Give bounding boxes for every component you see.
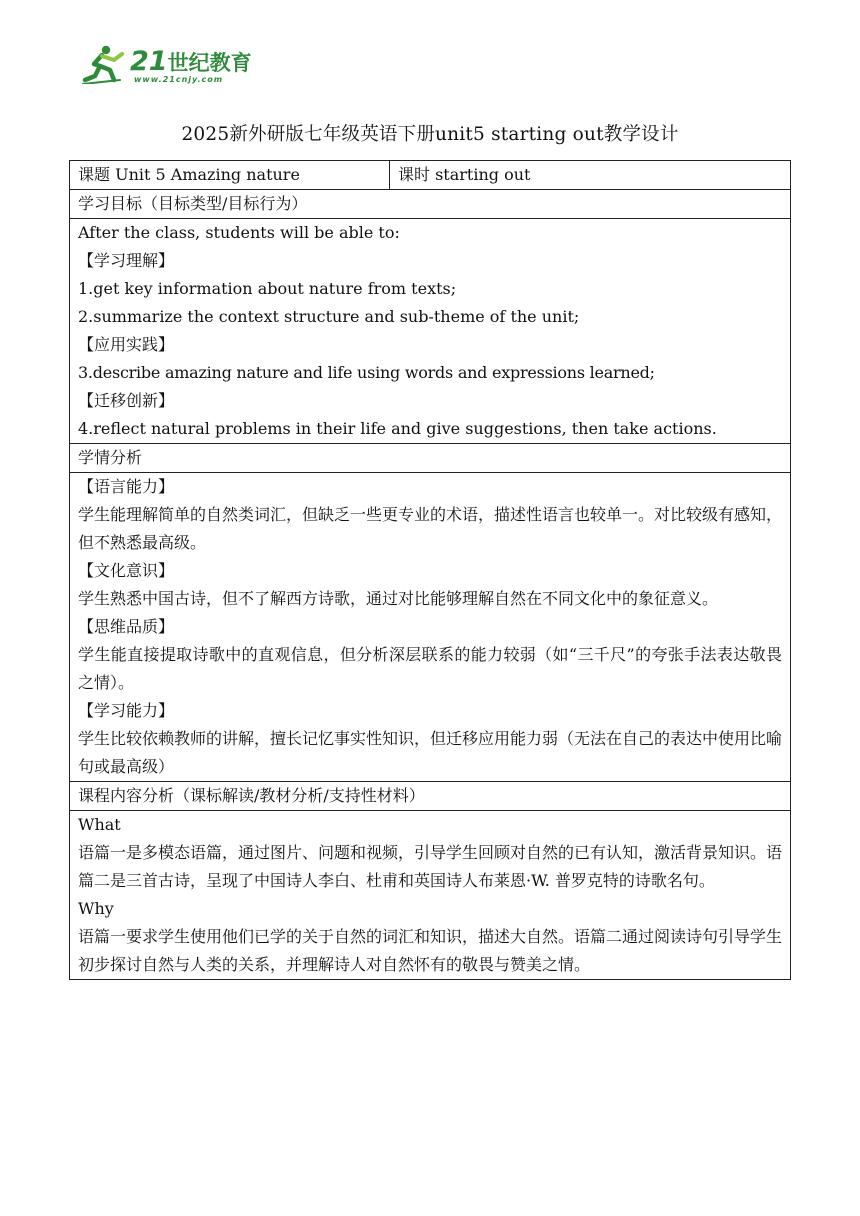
why-text: 语篇一要求学生使用他们已学的关于自然的词汇和知识，描述大自然。语篇二通过阅读诗句引导学生初步探讨自然与人类的关系，并理解诗人对自然怀有的敬畏与赞美之情。 xyxy=(78,927,783,974)
logo-cn-text: 世纪教育 xyxy=(167,51,252,75)
learning-text: 学生比较依赖教师的讲解，擅长记忆事实性知识，但迁移应用能力弱（无法在自己的表达中使用比喻句或最高级） xyxy=(78,729,783,776)
content-row xyxy=(70,811,791,980)
logo-url-text: www.21cnjy.com xyxy=(134,75,224,84)
objective-item-2: 2.summarize the context structure and sub-theme of the unit; xyxy=(78,307,580,326)
transfer-title: 【迁移创新】 xyxy=(78,391,175,410)
analysis-header-row xyxy=(70,444,791,473)
what-text: 语篇一是多模态语篇，通过图片、问题和视频，引导学生回顾对自然的已有认知，激活背景知识。语篇二是三首古诗，呈现了中国诗人李白、杜甫和英国诗人布莱恩·W. 普罗克特的诗歌名句。 xyxy=(78,843,783,890)
period-cell: 课时 starting out xyxy=(390,161,791,190)
topic-cell: 课题 Unit 5 Amazing nature xyxy=(70,161,390,190)
content-header-row xyxy=(70,782,791,811)
objective-item-4: 4.reflect natural problems in their life and give suggestions, then take actions. xyxy=(78,419,717,438)
content-cell xyxy=(70,811,791,980)
why-title: Why xyxy=(78,899,114,918)
understanding-title: 【学习理解】 xyxy=(78,251,175,270)
objective-item-3: 3.describe amazing nature and life using words and expressions learned; xyxy=(78,363,655,382)
language-title: 【语言能力】 xyxy=(78,477,175,496)
culture-title: 【文化意识】 xyxy=(78,561,175,580)
objective-item-1: 1.get key information about nature from texts; xyxy=(78,279,457,298)
objectives-header: 学习目标（目标类型/目标行为） xyxy=(70,190,791,219)
analysis-cell xyxy=(70,473,791,782)
learning-title: 【学习能力】 xyxy=(78,701,175,720)
application-title: 【应用实践】 xyxy=(78,335,175,354)
logo-main-text: 21 xyxy=(130,46,168,77)
thinking-title: 【思维品质】 xyxy=(78,617,175,636)
document-title: 2025新外研版七年级英语下册unit5 starting out教学设计 xyxy=(181,124,679,145)
objectives-intro: After the class, students will be able to: xyxy=(78,223,400,242)
runner-logo-icon xyxy=(80,44,126,84)
analysis-header: 学情分析 xyxy=(70,444,791,473)
thinking-text: 学生能直接提取诗歌中的直观信息，但分析深层联系的能力较弱（如“三千尺”的夸张手法表达敬畏之情）。 xyxy=(78,645,782,692)
lesson-plan-table xyxy=(69,160,791,980)
objectives-cell xyxy=(70,219,791,444)
language-text: 学生能理解简单的自然类词汇，但缺乏一些更专业的术语，描述性语言也较单一。对比较级有感知，但不熟悉最高级。 xyxy=(78,505,783,552)
objectives-header-row xyxy=(70,190,791,219)
logo xyxy=(80,40,252,84)
logo-text xyxy=(130,48,252,84)
objectives-row xyxy=(70,219,791,444)
analysis-row xyxy=(70,473,791,782)
culture-text: 学生熟悉中国古诗，但不了解西方诗歌，通过对比能够理解自然在不同文化中的象征意义。 xyxy=(78,589,719,608)
content-header: 课程内容分析（课标解读/教材分析/支持性材料） xyxy=(70,782,791,811)
what-title: What xyxy=(78,815,121,834)
topic-row xyxy=(70,161,791,190)
